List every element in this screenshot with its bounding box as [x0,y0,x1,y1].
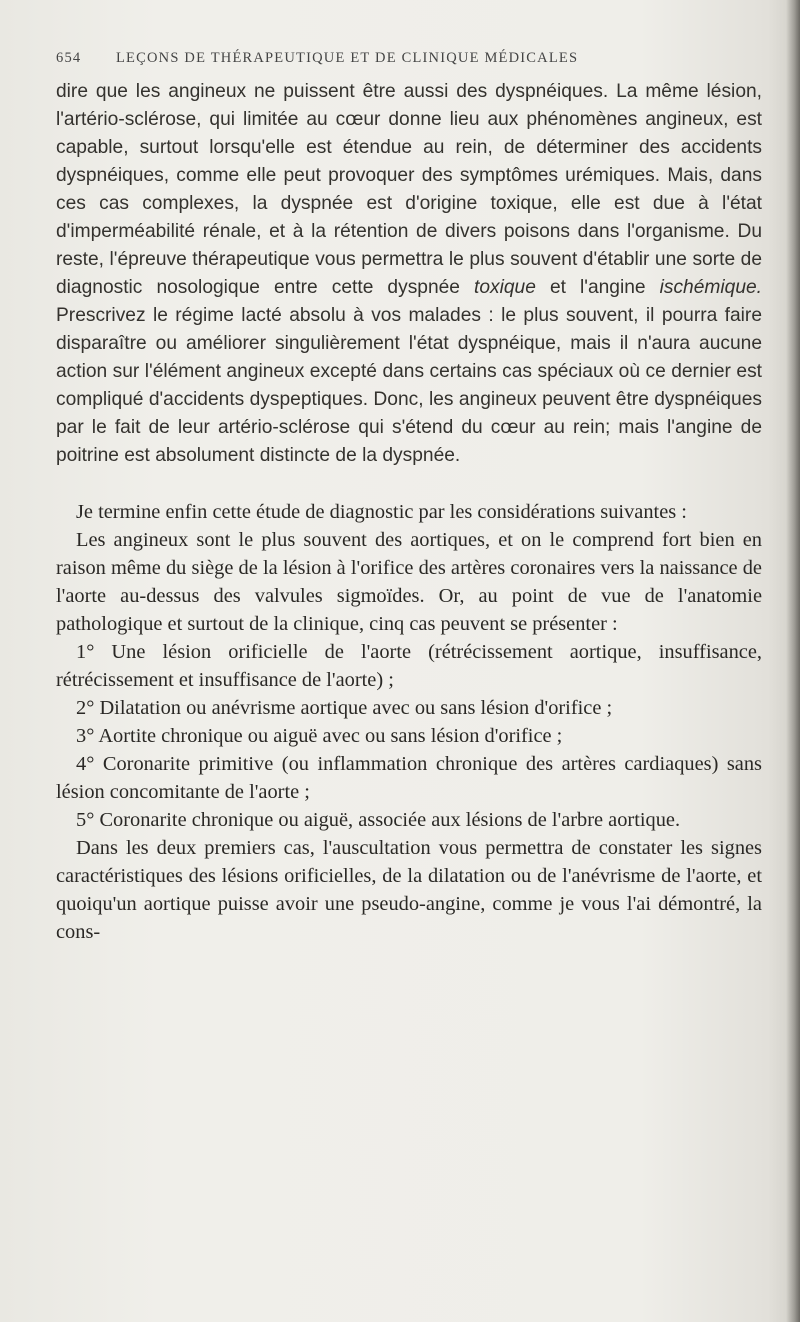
paragraph-auscultation: Dans les deux premiers cas, l'auscultation vous permettra de constater les signes caractéristiques des lésions orificielles, de la dilatation ou de l'anévrisme de l'aorte, et quoiqu'un aortique puisse avoir une pseudo-angine, comme je vous l'ai démontré, la cons- [56,837,762,943]
running-head [56,50,756,67]
paragraph-conclusion-intro: Je termine enfin cette étude de diagnostic par les considérations suivantes : [76,501,687,523]
page-number: 654 [56,50,82,66]
list-item-5: 5° Coronarite chronique ou aiguë, associée aux lésions de l'arbre aortique. [76,809,681,831]
page-edge-shadow [786,0,800,1322]
paragraph-aortic: Les angineux sont le plus souvent des aortiques, et on le comprend fort bien en raison même du siège de la lésion à l'orifice des artères coronaires vers la naissance de l'aorte au-dessus des valvules sigmoïdes. Or, au point de vue de l'anatomie pathologique et surtout de la clinique, cinq cas peuvent se présenter : [56,529,762,635]
italic-term-toxique: toxique [474,277,536,298]
running-title: LEÇONS DE THÉRAPEUTIQUE ET DE CLINIQUE MÉDICALES [116,50,579,66]
list-item-1: 1° Une lésion orificielle de l'aorte (rétrécissement aortique, insuffisance, rétrécissement et insuffisance de l'aorte) ; [56,641,762,691]
paragraph-dyspnea [56,78,762,470]
italic-term-ischemique: ischémique. [659,277,762,298]
list-item-2: 2° Dilatation ou anévrisme aortique avec ou sans lésion d'orifice ; [76,697,613,719]
paragraph-text: dire que les angineux ne puissent être aussi des dyspnéiques. La même lésion, l'artério-sclérose, qui limitée au cœur donne lieu aux phénomènes angineux, est capable, surtout lorsqu'elle est étendue au rein, de déterminer des accidents dyspnéiques, comme elle peut provoquer des symptômes urémiques. Mais, dans ces cas complexes, la dyspnée est d'origine toxique, elle est due à l'état d'imperméabilité rénale, et à la rétention de divers poisons dans l'organisme. Du reste, l'épreuve thérapeutique vous permettra le plus souvent d'établir une sorte de diagnostic nosologique entre cette dyspnée [56,81,762,298]
paragraph-text: Prescrivez le régime lacté absolu à vos malades : le plus souvent, il pourra faire disparaître ou améliorer singulièrement l'état dyspnéique, mais il n'aura aucune action sur l'élément angineux excepté dans certains cas spéciaux où ce dernier est compliqué d'accidents dyspeptiques. Donc, les angineux peuvent être dyspnéiques par le fait de leur artério-sclérose qui s'étend du cœur au rein; mais l'angine de poitrine est absolument distincte de la dyspnée. [56,305,762,466]
list-item-4: 4° Coronarite primitive (ou inflammation chronique des artères cardiaques) sans lésion concomitante de l'aorte ; [56,753,762,803]
paragraph-text: et l'angine [535,277,660,298]
list-item-3: 3° Aortite chronique ou aiguë avec ou sans lésion d'orifice ; [76,725,563,747]
body-text [56,78,762,946]
